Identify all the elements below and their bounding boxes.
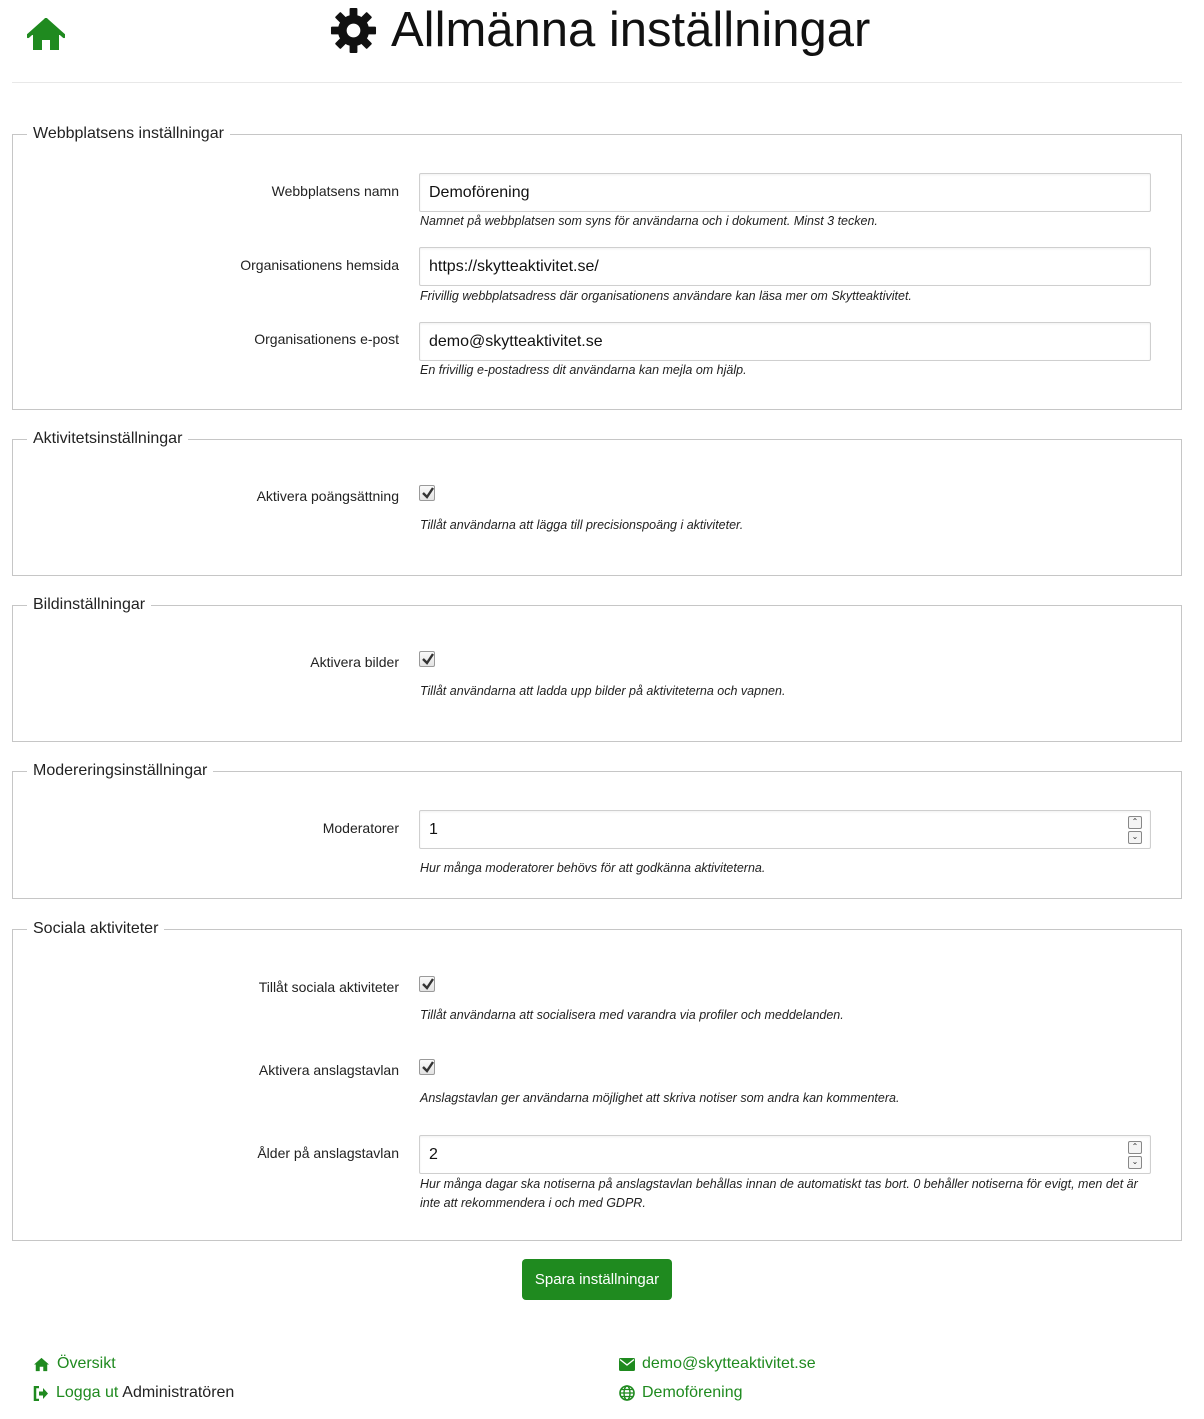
footer-site-text: Demoförening [642, 1384, 743, 1401]
sign-out-icon [33, 1386, 49, 1401]
number-spinner[interactable] [1128, 816, 1142, 842]
footer-overview-link[interactable] [33, 1355, 116, 1373]
board-age-help: Hur många dagar ska notiserna på anslagstavlan behållas innan de automatiskt tas bort. 0 behåller notiserna för evigt, men det är inte att rekommendera i och med GDPR. [420, 1177, 1138, 1210]
scoring-checkbox[interactable] [419, 485, 435, 501]
spin-down-icon[interactable]: ⌄ [1128, 831, 1142, 844]
number-spinner[interactable] [1128, 1141, 1142, 1167]
homepage-label: Organisationens hemsida [240, 257, 399, 273]
check-icon [421, 486, 435, 500]
section-legend: Modereringsinställningar [33, 762, 208, 779]
site-name-help: Namnet på webbplatsen som syns för användarna och i dokument. Minst 3 tecken. [420, 214, 878, 228]
moderation-settings-section [12, 762, 1182, 899]
scoring-label: Aktivera poängsättning [256, 488, 399, 504]
image-settings-section [12, 596, 1182, 742]
moderators-value: 1 [429, 821, 438, 838]
site-name-input[interactable] [419, 173, 1151, 212]
images-checkbox[interactable] [419, 651, 435, 667]
spin-up-icon[interactable]: ⌃ [1128, 816, 1142, 829]
divider [12, 82, 1182, 83]
social-settings-section [12, 920, 1182, 1241]
spin-up-icon[interactable]: ⌃ [1128, 1141, 1142, 1154]
images-label: Aktivera bilder [310, 654, 399, 670]
section-legend: Webbplatsens inställningar [33, 125, 224, 142]
email-label: Organisationens e-post [254, 331, 399, 347]
site-name-label: Webbplatsens namn [271, 183, 399, 199]
save-button[interactable]: Spara inställningar [522, 1259, 672, 1300]
moderators-input[interactable] [419, 810, 1151, 849]
page-title-text: Allmänna inställningar [391, 3, 871, 57]
board-help: Anslagstavlan ger användarna möjlighet att skriva notiser som andra kan kommentera. [420, 1091, 900, 1105]
page-title [330, 2, 870, 58]
logout-link[interactable]: Logga ut [56, 1384, 119, 1401]
footer-email-text: demo@skytteaktivitet.se [642, 1355, 816, 1372]
home-icon[interactable] [27, 18, 65, 52]
envelope-icon [619, 1358, 635, 1371]
section-legend: Aktivitetsinställningar [33, 430, 183, 447]
check-icon [421, 1060, 435, 1074]
section-legend: Sociala aktiviteter [33, 920, 159, 937]
section-legend: Bildinställningar [33, 596, 146, 613]
social-allow-label: Tillåt sociala aktiviteter [258, 979, 399, 995]
moderators-label: Moderatorer [322, 820, 399, 836]
footer-logout [33, 1384, 234, 1402]
current-user: Administratören [122, 1384, 235, 1401]
header [0, 0, 1204, 84]
email-help: En frivillig e-postadress dit användarna kan mejla om hjälp. [420, 363, 747, 377]
check-icon [421, 652, 435, 666]
site-settings-section [12, 125, 1182, 410]
spin-down-icon[interactable]: ⌄ [1128, 1156, 1142, 1169]
board-checkbox[interactable] [419, 1059, 435, 1075]
footer-site-link[interactable] [619, 1384, 743, 1402]
check-icon [421, 977, 435, 991]
activity-settings-section [12, 430, 1182, 576]
scoring-help: Tillåt användarna att lägga till precisionspoäng i aktiviteter. [420, 518, 744, 532]
globe-icon [619, 1385, 635, 1401]
homepage-input[interactable] [419, 247, 1151, 286]
board-label: Aktivera anslagstavlan [258, 1062, 399, 1078]
gear-icon [330, 7, 377, 54]
footer-overview-text: Översikt [57, 1355, 116, 1372]
moderators-help: Hur många moderatorer behövs för att godkänna aktiviteterna. [420, 861, 766, 875]
board-age-input[interactable] [419, 1135, 1151, 1174]
board-age-value: 2 [429, 1146, 438, 1163]
homepage-help: Frivillig webbplatsadress där organisationens användare kan läsa mer om Skytteaktivitet. [420, 289, 912, 303]
email-input[interactable] [419, 322, 1151, 361]
board-age-label: Ålder på anslagstavlan [257, 1145, 399, 1161]
footer-email-link[interactable] [619, 1355, 816, 1373]
social-allow-checkbox[interactable] [419, 976, 435, 992]
images-help: Tillåt användarna att ladda upp bilder på aktiviteterna och vapnen. [420, 684, 786, 698]
social-allow-help: Tillåt användarna att socialisera med varandra via profiler och meddelanden. [420, 1008, 844, 1022]
home-icon [33, 1357, 50, 1372]
